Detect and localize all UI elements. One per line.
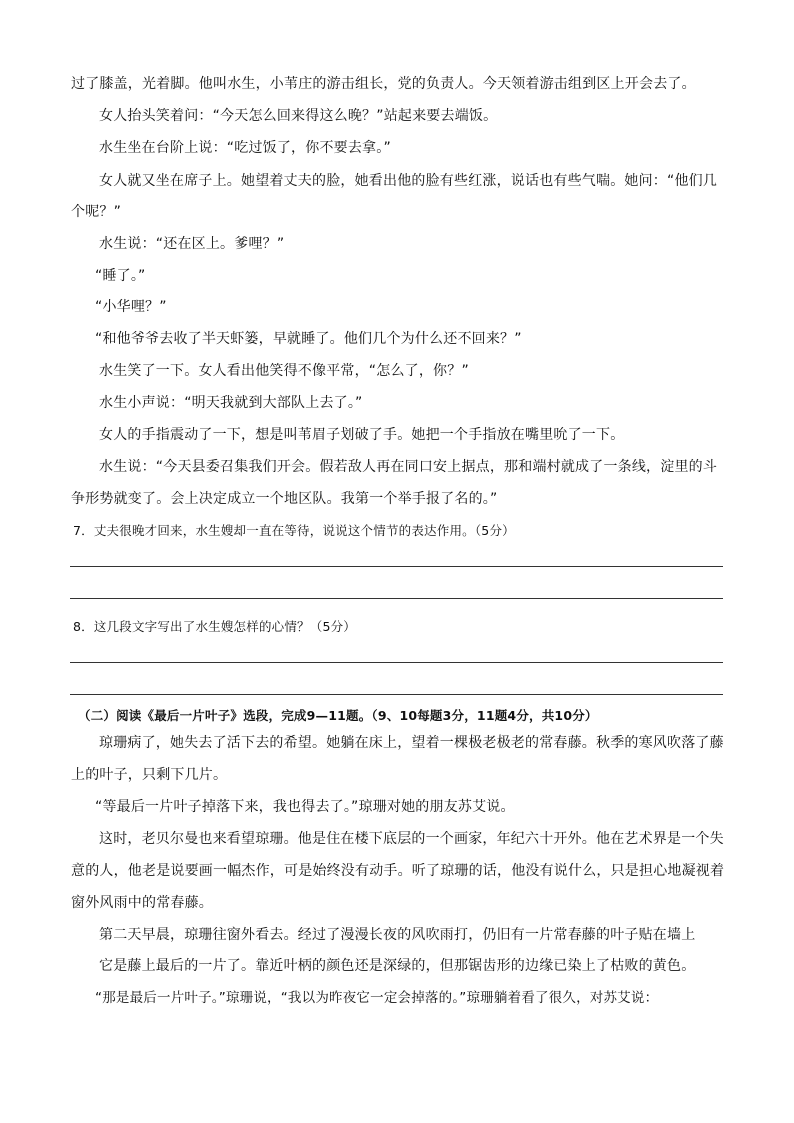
answer-line-7a[interactable] <box>70 566 723 567</box>
answer-line-8a[interactable] <box>70 662 723 663</box>
passage2-line-9: “那是最后一片叶子。”琼珊说，“我以为昨夜它一定会掉落的。”琼珊躺着看了很久，对苏艾说： <box>95 990 659 1006</box>
passage2-line-3: “等最后一片叶子掉落下来，我也得去了。”琼珊对她的朋友苏艾说。 <box>95 799 515 815</box>
question-8: 8．这几段文字写出了水生嫂怎样的心情？（5分） <box>73 619 357 634</box>
passage1-line-10: 水生笑了一下。女人看出他笑得不像平常，“怎么了，你？” <box>99 363 469 379</box>
passage1-line-14: 争形势就变了。会上决定成立一个地区队。我第一个举手报了名的。” <box>71 491 498 507</box>
passage1-line-12: 女人的手指震动了一下，想是叫苇眉子划破了手。她把一个手指放在嘴里吮了一下。 <box>99 427 625 443</box>
passage2-line-2: 上的叶子，只剩下几片。 <box>71 767 228 783</box>
answer-line-7b[interactable] <box>70 598 723 599</box>
passage1-line-3: 水生坐在台阶上说：“吃过饭了，你不要去拿。” <box>99 140 391 156</box>
question-7: 7．丈夫很晚才回来，水生嫂却一直在等待，说说这个情节的表达作用。（5分） <box>73 523 515 538</box>
passage1-line-9: “和他爷爷去收了半天虾篓，早就睡了。他们几个为什么还不回来？” <box>95 331 522 347</box>
passage1-line-11: 水生小声说：“明天我就到大部队上去了。” <box>99 395 363 411</box>
passage1-line-6: 水生说：“还在区上。爹哩？” <box>99 236 285 252</box>
passage1-line-4: 女人就又坐在席子上。她望着丈夫的脸，她看出他的脸有些红涨，说话也有些气喘。她问：“他们几 <box>99 173 718 189</box>
passage1-line-13: 水生说：“今天县委召集我们开会。假若敌人再在同口安上据点，那和端村就成了一条线，淀里的斗 <box>99 459 718 475</box>
passage1-line-1: 过了膝盖，光着脚。他叫水生，小苇庄的游击组长，党的负责人。今天领着游击组到区上开会去了。 <box>71 76 696 92</box>
passage2-line-6: 窗外风雨中的常春藤。 <box>71 895 213 911</box>
passage2-line-7: 第二天早晨，琼珊往窗外看去。经过了漫漫长夜的风吹雨打，仍旧有一片常春藤的叶子贴在墙上 <box>99 927 696 943</box>
passage1-line-2: 女人抬头笑着问：“今天怎么回来得这么晚？”站起来要去端饭。 <box>99 108 498 124</box>
passage2-line-8: 它是藤上最后的一片了。靠近叶柄的颜色还是深绿的，但那锯齿形的边缘已染上了枯败的黄色。 <box>99 958 696 974</box>
passage1-line-7: “睡了。” <box>95 268 146 284</box>
passage1-line-8: “小华哩？” <box>95 299 167 315</box>
passage2-line-5: 意的人，他老是说要画一幅杰作，可是始终没有动手。听了琼珊的话，他没有说什么，只是担心地凝视着 <box>71 863 725 879</box>
passage2-line-1: 琼珊病了，她失去了活下去的希望。她躺在床上，望着一棵极老极老的常春藤。秋季的寒风吹落了藤 <box>99 735 724 751</box>
section-2-title: （二）阅读《最后一片叶子》选段，完成9—11题。（9、10每题3分，11题4分，共10分） <box>78 708 598 723</box>
passage2-line-4: 这时，老贝尔曼也来看望琼珊。他是住在楼下底层的一个画家，年纪六十开外。他在艺术界是一个失 <box>99 831 724 847</box>
passage1-line-5: 个呢？” <box>71 204 122 220</box>
answer-line-8b[interactable] <box>70 694 723 695</box>
